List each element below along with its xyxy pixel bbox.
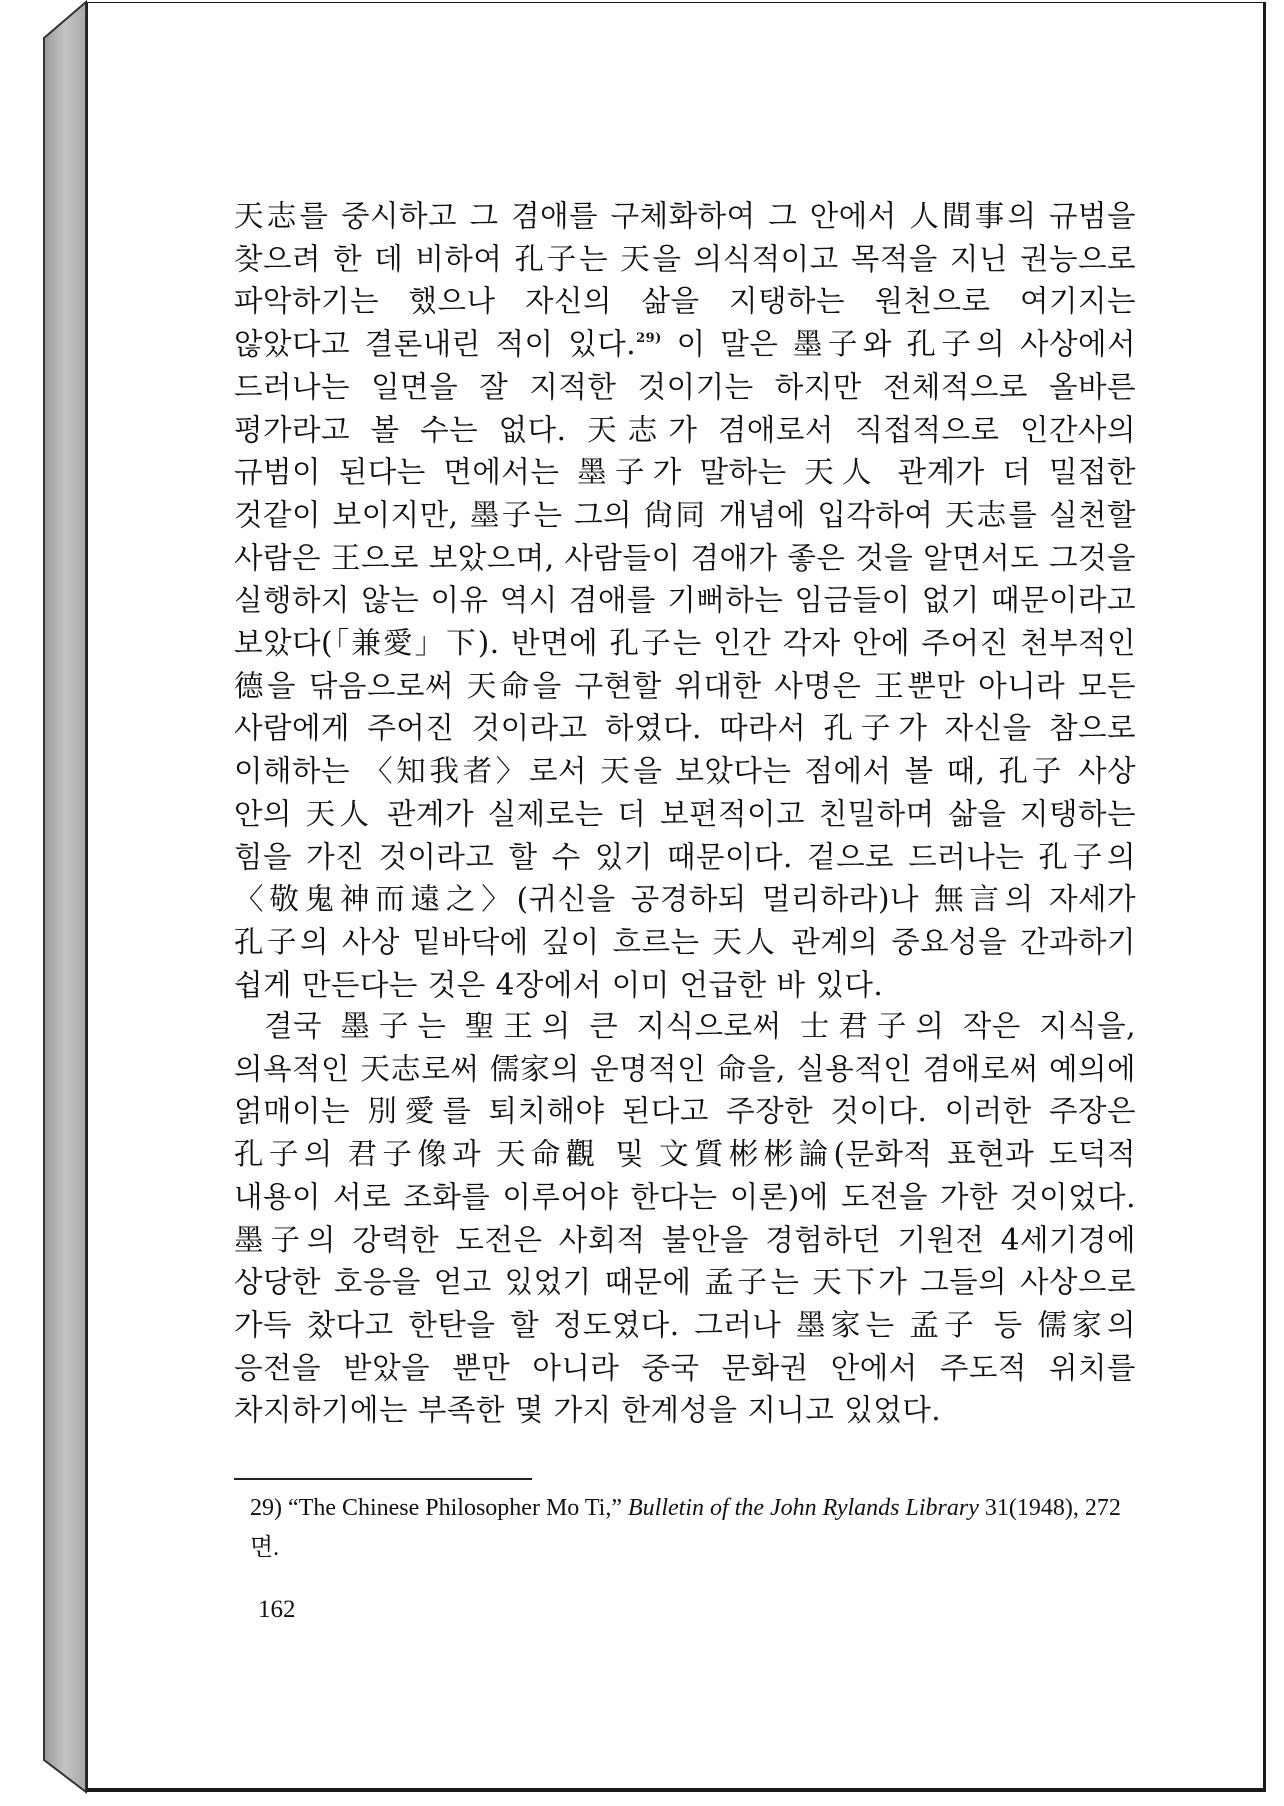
body-paragraph-2	[234, 1005, 1136, 1432]
footnote-journal: Bulletin of the John Rylands Library	[628, 1495, 979, 1521]
footnote-number: 29)	[250, 1495, 282, 1521]
footnote-quote: “The Chinese Philosopher Mo Ti,”	[282, 1495, 628, 1521]
page-number: 162	[258, 1596, 296, 1623]
page-fold-line	[86, 2, 88, 1792]
paragraph-text: 이 말은 墨子와 孔子의 사상에서 드러나는 일면을 잘 지적한 것이기는 하지만 전체적으로 올바른 평가라고 볼 수는 없다. 天志가 겸애로서 직접적으로 인간사의 규범이 된다는 면에서는 墨子가 말하는 天人 관계가 더 밀접한 것같이 보이지만, 墨子는 그의 尙同 개념에 입각하여 天志를 실천할 사람은 王으로 보았으며, 사람들이 겸애가 좋은 것을 알면서도 그것을 실행하지 않는 이유 역시 겸애를 기뻐하는 임금들이 없기 때문이라고 보았다(「兼愛」下). 반면에 孔子는 인간 각자 안에 주어진 천부적인 德을 닦음으로써 天命을 구현할 위대한 사명은 王뿐만 아니라 모든 사람에게 주어진 것이라고 하였다. 따라서 孔子가 자신을 참으로 이해하는 〈知我者〉로서 天을 보았다는 점에서 볼 때, 孔子 사상 안의 天人 관계가 실제로는 더 보편적이고 친밀하며 삶을 지탱하는 힘을 가진 것이라고 할 수 있기 때문이다. 겉으로 드러나는 孔子의 〈敬鬼神而遠之〉(귀신을 공경하되 멀리하라)나 無言의 자세가 孔子의 사상 밑바닥에 깊이 흐르는 天人 관계의 중요성을 간과하기 쉽게 만든다는 것은 4장에서 이미 언급한 바 있다.	[234, 327, 1136, 1002]
footnote-divider	[234, 1478, 532, 1480]
body-paragraph-1	[234, 195, 1136, 1006]
footnote	[250, 1488, 1140, 1568]
paragraph-text: 天志를 중시하고 그 겸애를 구체화하여 그 안에서 人間事의 규범을 찾으려 한 데 비하여 孔子는 天을 의식적이고 목적을 지닌 권능으로 파악하기는 했으나 자신의 삶을 지탱하는 원천으로 여기지는 않았다고 결론내린 적이 있다.	[234, 199, 1136, 362]
footnote-citation: 31(1948), 272면.	[250, 1495, 1121, 1561]
paragraph-text: 결국 墨子는 聖王의 큰 지식으로써 士君子의 작은 지식을, 의욕적인 天志로써 儒家의 운명적인 命을, 실용적인 겸애로써 예의에 얽매이는 別愛를 퇴치해야 된다고 주장한 것이다. 이러한 주장은 孔子의 君子像과 天命觀 및 文質彬彬論(문화적 표현과 도덕적 내용이 서로 조화를 이루어야 한다는 이론)에 도전을 가한 것이었다. 墨子의 강력한 도전은 사회적 불안을 경험하던 기원전 4세기경에 상당한 호응을 얻고 있었기 때문에 孟子는 天下가 그들의 사상으로 가득 찼다고 한탄을 할 정도였다. 그러나 墨家는 孟子 등 儒家의 응전을 받았을 뿐만 아니라 중국 문화권 안에서 주도적 위치를 차지하기에는 부족한 몇 가지 한계성을 지니고 있었다.	[234, 1009, 1136, 1428]
footnote-reference: 29)	[636, 331, 662, 347]
